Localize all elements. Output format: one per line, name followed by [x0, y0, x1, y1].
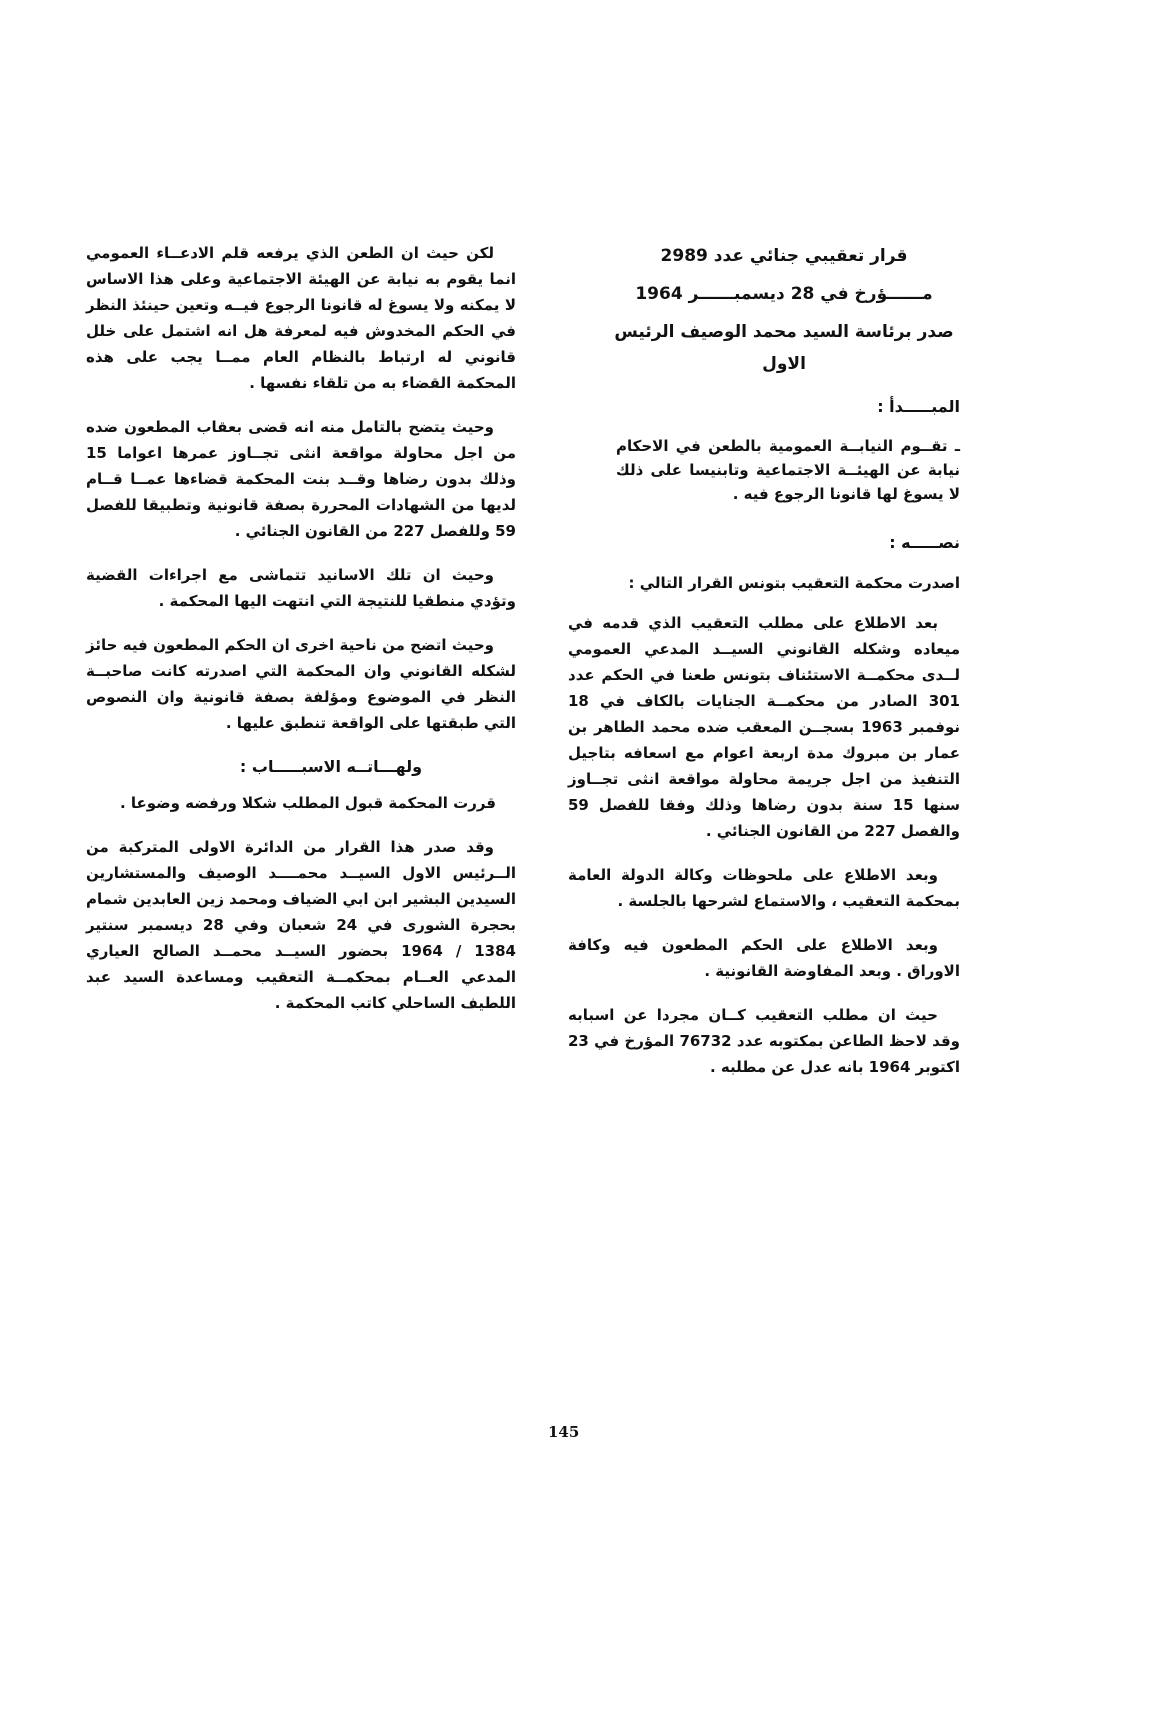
body-paragraph: وحيث اتضح من ناحية اخرى ان الحكم المطعون فيه حائز لشكله القانوني وان المحكمة التي اصدرته كانت صاحبــة النظر في الموضوع ومؤلفة بصفة قانونية وان النصوص التي طبقتها على الواقعة تنطبق عليها .	[86, 636, 516, 732]
body-paragraph: حيث ان مطلب التعقيب كــان مجردا عن اسبابه وقد لاحظ الطاعن بمكتوبه عدد 76732 المؤرخ في 23 اكتوبر 1964 بانه عدل عن مطلبه .	[568, 1006, 960, 1076]
principle-heading: المبـــــدأ :	[877, 397, 960, 416]
court-decision: قررت المحكمة قبول المطلب شكلا ورفضه وضوعا .	[119, 794, 496, 812]
left-column	[86, 240, 516, 1034]
decision-date: مــــــؤرخ في 28 ديسمبــــــر 1964	[635, 284, 933, 304]
body-paragraph: وحيث يتضح بالتامل منه انه قضى بعقاب المطعون ضده من اجل محاولة مواقعة انثى تجــاوز عمرها اعواما 15 وذلك بدون رضاها وقــد بنت المحكمة قضاءها عمــا قــام لديها من الشهادات المحررة بصفة قانونية وتطبيقا للفصل 59 وللفصل 227 من القانون الجنائي .	[86, 418, 516, 540]
decision-title: قرار تعقيبي جنائي عدد 2989	[660, 246, 908, 266]
page-number: 145	[548, 1423, 580, 1441]
body-paragraph: لكن حيث ان الطعن الذي يرفعه قلم الادعــاء العمومي انما يقوم به نيابة عن الهيئة الاجتماعية وعلى هذا الاساس لا يمكنه ولا يسوغ له قانونا الرجوع فيــه وتعين حينئذ النظر في الحكم المخدوش فيه لمعرفة هل انه اشتمل على خلل قانوني له ارتباط بالنظام العام ممــا يجب على هذه المحكمة القضاء به من تلقاء نفسها .	[86, 244, 516, 392]
principle-text: ـ تقــوم النيابــة العمومية بالطعن في الاحكام نيابة عن الهيئــة الاجتماعية وتابنيسا على ذلك لا يسوغ لها قانونا الرجوع فيه .	[616, 437, 960, 503]
body-paragraph: وبعد الاطلاع على الحكم المطعون فيه وكافة الاوراق . وبعد المفاوضة القانونية .	[568, 936, 960, 980]
reasons-heading: ولهـــاتــه الاسبـــــاب :	[239, 757, 423, 776]
text-heading: نصـــــه :	[889, 533, 960, 552]
decision-presidency: صدر برئاسة السيد محمد الوصيف الرئيس الاول	[614, 322, 954, 374]
body-paragraph: بعد الاطلاع على مطلب التعقيب الذي قدمه في ميعاده وشكله القانوني السيــد المدعي العمومي لــدى محكمــة الاستئناف بتونس طعنا في الحكم عدد 301 الصادر من محكمــة الجنايات بالكاف في 18 نوفمبر 1963 بسجــن المعقب ضده محمد الطاهر بن عمار بن مبروك مدة اربعة اعوام مع اسعافه بتاجيل التنفيذ من اجل جريمة محاولة مواقعة انثى تجــاوز سنها 15 سنة بدون رضاها وذلك وفقا للفصل 59 والفصل 227 من القانون الجنائي .	[568, 614, 960, 840]
intro-line: اصدرت محكمة التعقيب بتونس القرار التالي :	[628, 574, 960, 592]
signature-paragraph: وقد صدر هذا القرار من الدائرة الاولى المتركبة من الــرئيس الاول السيــد محمــــد الوصيف والمستشارين السيدين البشير ابن ابي الضياف ومحمد زين العابدين شمام بحجرة الشورى في 24 شعبان وفي 28 ديسمبر سنتير 1384 / 1964 بحضور السيــد محمــد الصالح العياري المدعي العــام بمحكمــة التعقيب ومساعدة السيد عبد اللطيف الساحلي كاتب المحكمة .	[86, 838, 516, 1012]
body-paragraph: وحيث ان تلك الاسانيد تتماشى مع اجراءات القضية وتؤدي منطقيا للنتيجة التي انتهت اليها المحكمة .	[86, 566, 516, 610]
right-column	[568, 240, 960, 1098]
body-paragraph: وبعد الاطلاع على ملحوظات وكالة الدولة العامة بمحكمة التعقيب ، والاستماع لشرحها بالجلسة .	[568, 866, 960, 910]
